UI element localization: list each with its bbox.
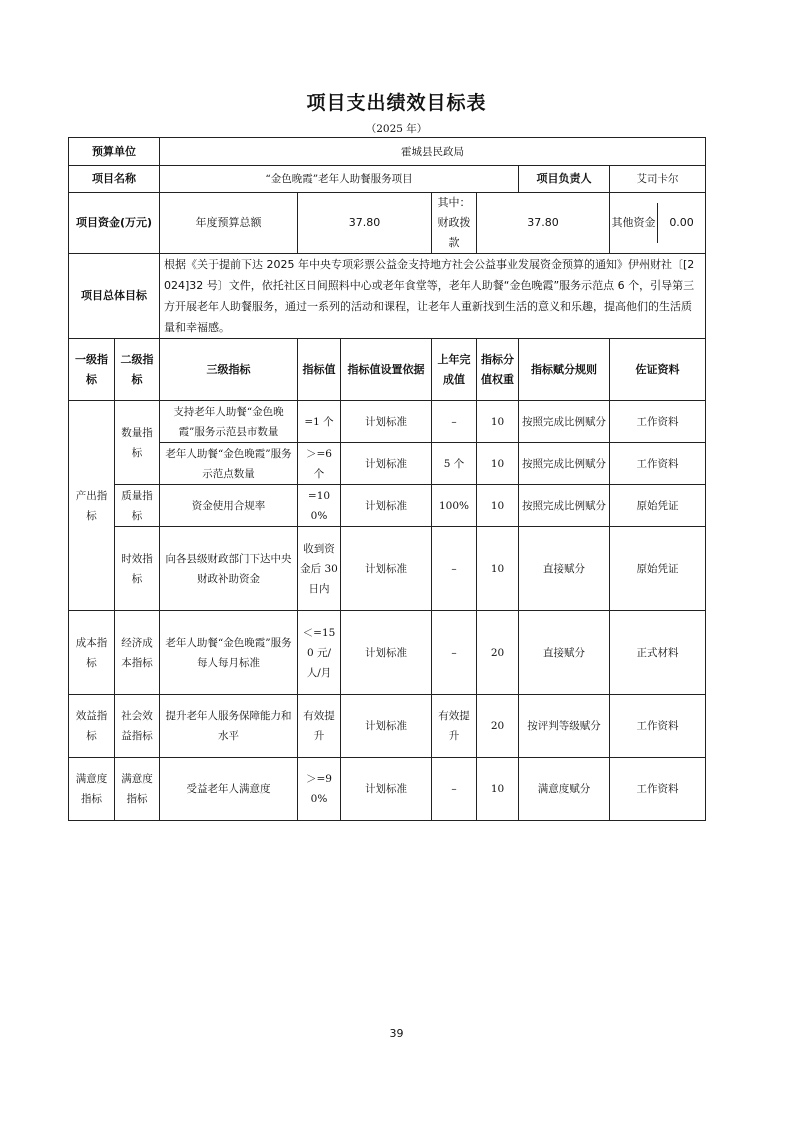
row-evidence: 工作资料 [610, 401, 706, 443]
header-row [69, 339, 706, 401]
row-rule: 按照完成比例赋分 [519, 443, 610, 485]
group-satisfaction: 满意度指标 [69, 758, 115, 821]
project-name-value: “金色晚霞”老年人助餐服务项目 [160, 166, 519, 193]
project-owner-label: 项目负责人 [519, 166, 610, 193]
row-last: 有效提升 [432, 695, 477, 758]
header-weight: 指标分值权重 [477, 339, 519, 401]
subgroup-satisfaction: 满意度指标 [115, 758, 160, 821]
row-evidence: 工作资料 [610, 695, 706, 758]
other-funds-value: 0.00 [669, 216, 694, 229]
header-basis: 指标值设置依据 [341, 339, 432, 401]
budget-unit-row [69, 138, 706, 166]
table-row [69, 527, 706, 611]
project-name-row [69, 166, 706, 193]
row-basis: 计划标准 [341, 758, 432, 821]
year-subtitle: （2025 年） [365, 123, 428, 135]
row-weight: 20 [477, 695, 519, 758]
fiscal-label: 其中：财政拨款 [432, 193, 477, 254]
row-evidence: 工作资料 [610, 758, 706, 821]
row-rule: 直接赋分 [519, 527, 610, 611]
project-owner-value: 艾司卡尔 [610, 166, 706, 193]
header-l3: 三级指标 [160, 339, 298, 401]
fiscal-value: 37.80 [477, 193, 610, 254]
table-row [69, 758, 706, 821]
row-last: – [432, 527, 477, 611]
row-l3: 老年人助餐“金色晚霞”服务示范点数量 [160, 443, 298, 485]
overall-goal-text: 根据《关于提前下达 2025 年中央专项彩票公益金支持地方社会公益事业发展资金预算的通知》伊州财社〔[2024]32 号〕文件，依托社区日间照料中心或老年食堂等，老年人助餐“金色晚霞”服务示范点 6 个，引导第三方开展老年人助餐服务，通过一系列的活动和课程，让老年人重新找到生活的意义和乐趣，提高他们的生活质量和幸福感。 [160, 254, 706, 339]
subgroup-quantity: 数量指标 [115, 401, 160, 485]
row-value: =100% [298, 485, 341, 527]
row-value: ＞=90% [298, 758, 341, 821]
funds-row [69, 193, 706, 254]
row-last: – [432, 401, 477, 443]
total-budget-label: 年度预算总额 [160, 193, 298, 254]
page-title: 项目支出绩效目标表 [306, 92, 487, 114]
row-l3: 支持老年人助餐“金色晚霞”服务示范县市数量 [160, 401, 298, 443]
header-value: 指标值 [298, 339, 341, 401]
row-weight: 10 [477, 485, 519, 527]
project-name-label: 项目名称 [69, 166, 160, 193]
row-l3: 向各县级财政部门下达中央财政补助资金 [160, 527, 298, 611]
header-rule: 指标赋分规则 [519, 339, 610, 401]
subgroup-timeliness: 时效指标 [115, 527, 160, 611]
group-benefit: 效益指标 [69, 695, 115, 758]
row-basis: 计划标准 [341, 695, 432, 758]
table-row [69, 443, 706, 485]
row-evidence: 工作资料 [610, 443, 706, 485]
row-evidence: 原始凭证 [610, 527, 706, 611]
other-funds-label: 其他资金 [610, 203, 658, 243]
row-l3: 受益老年人满意度 [160, 758, 298, 821]
row-value: =1 个 [298, 401, 341, 443]
table-row [69, 401, 706, 443]
row-last: – [432, 611, 477, 695]
row-last: 5 个 [432, 443, 477, 485]
row-rule: 满意度赋分 [519, 758, 610, 821]
total-budget-value: 37.80 [298, 193, 432, 254]
header-l1: 一级指标 [69, 339, 115, 401]
row-weight: 10 [477, 758, 519, 821]
overall-goal-row [69, 254, 706, 339]
row-weight: 10 [477, 401, 519, 443]
row-basis: 计划标准 [341, 485, 432, 527]
table-row [69, 485, 706, 527]
row-evidence: 原始凭证 [610, 485, 706, 527]
header-evidence: 佐证资料 [610, 339, 706, 401]
row-basis: 计划标准 [341, 527, 432, 611]
row-last: – [432, 758, 477, 821]
group-output: 产出指标 [69, 401, 115, 611]
row-rule: 按照完成比例赋分 [519, 401, 610, 443]
row-rule: 直接赋分 [519, 611, 610, 695]
row-weight: 20 [477, 611, 519, 695]
other-funds-cell [610, 193, 706, 254]
row-basis: 计划标准 [341, 443, 432, 485]
row-value: ＜=150 元/人/月 [298, 611, 341, 695]
table-row [69, 611, 706, 695]
page-number: 39 [389, 1027, 404, 1040]
budget-unit-label: 预算单位 [69, 138, 160, 166]
row-value: 收到资金后 30 日内 [298, 527, 341, 611]
row-basis: 计划标准 [341, 401, 432, 443]
row-l3: 老年人助餐“金色晚霞”服务每人每月标准 [160, 611, 298, 695]
header-l2: 二级指标 [115, 339, 160, 401]
row-l3: 提升老年人服务保障能力和水平 [160, 695, 298, 758]
performance-table [68, 137, 706, 821]
overall-goal-label: 项目总体目标 [69, 254, 160, 339]
row-rule: 按评判等级赋分 [519, 695, 610, 758]
row-value: ＞=6 个 [298, 443, 341, 485]
row-last: 100% [432, 485, 477, 527]
row-rule: 按照完成比例赋分 [519, 485, 610, 527]
row-l3: 资金使用合规率 [160, 485, 298, 527]
funds-label: 项目资金(万元) [69, 193, 160, 254]
row-weight: 10 [477, 443, 519, 485]
group-cost: 成本指标 [69, 611, 115, 695]
row-basis: 计划标准 [341, 611, 432, 695]
subgroup-economic-cost: 经济成本指标 [115, 611, 160, 695]
row-value: 有效提升 [298, 695, 341, 758]
row-evidence: 正式材料 [610, 611, 706, 695]
subgroup-quality: 质量指标 [115, 485, 160, 527]
header-last-year: 上年完成值 [432, 339, 477, 401]
row-weight: 10 [477, 527, 519, 611]
table-row [69, 695, 706, 758]
subgroup-social-benefit: 社会效益指标 [115, 695, 160, 758]
budget-unit-value: 霍城县民政局 [160, 138, 706, 166]
